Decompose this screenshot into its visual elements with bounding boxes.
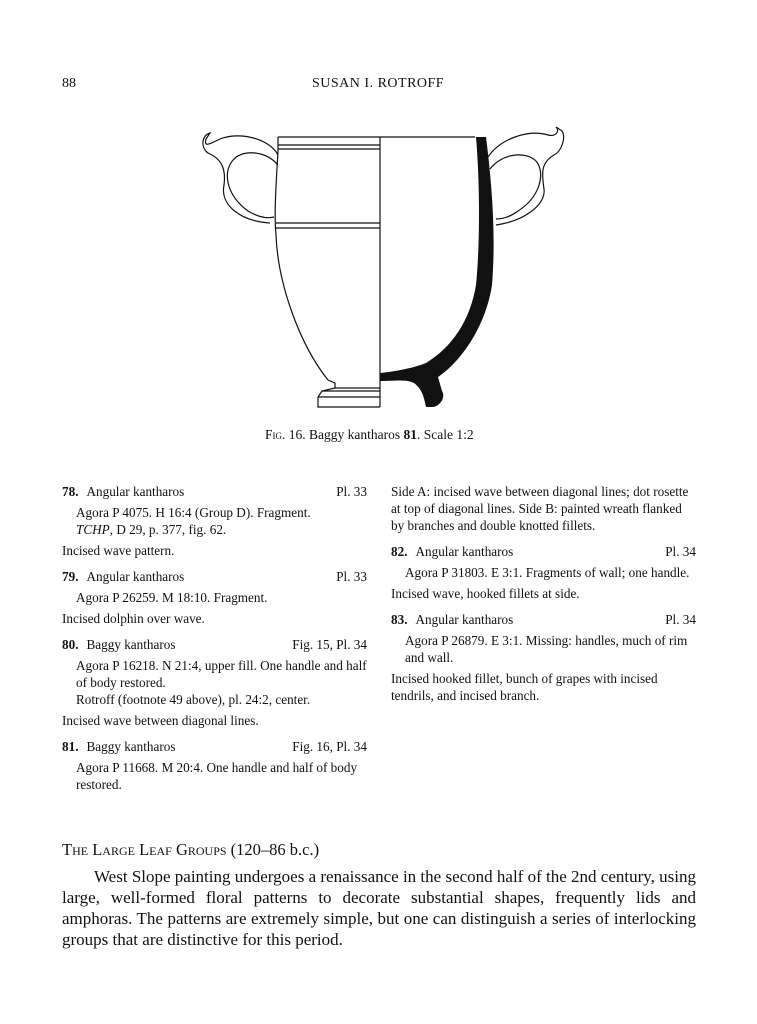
paragraph-text: West Slope painting undergoes a renaissance in the second half of the 2nd century, using large, well-formed floral patterns to decorate substantial shapes, frequently lids and amphoras. The patterns are extremely simple, but one can distinguish a series of interlocking groups that are distinctive for this period.: [62, 867, 696, 949]
running-author: SUSAN I. ROTROFF: [312, 76, 445, 91]
entry-description: Incised wave between diagonal lines.: [62, 713, 259, 728]
entry-detail: Agora P 26259. M 18:10. Fragment.: [76, 590, 268, 605]
catalog-entry-78: [62, 483, 367, 559]
entry-reference: Pl. 33: [336, 484, 367, 499]
entry-number: 83.: [391, 612, 408, 627]
section-dates: (120–86 b.c.): [230, 840, 320, 859]
kantharos-drawing: [200, 125, 570, 415]
entry-heading: [62, 483, 367, 500]
entry-heading: [391, 611, 696, 628]
kantharos-figure: [200, 125, 570, 415]
entry-reference: Pl. 34: [665, 544, 696, 559]
entry-title: Angular kantharos: [415, 612, 514, 627]
entry-heading: [62, 636, 367, 653]
entry-description: Incised wave, hooked fillets at side.: [391, 586, 580, 601]
entry-reference: Pl. 34: [665, 612, 696, 627]
entry-description: Incised wave pattern.: [62, 543, 175, 558]
section-heading: [62, 840, 319, 860]
entry-heading: [62, 568, 367, 585]
entry-detail: Agora P 26879. E 3:1. Missing: handles, much of rim and wall.: [405, 633, 688, 665]
catalog-left-column: [62, 483, 367, 793]
entry-detail: Agora P 31803. E 3:1. Fragments of wall; one handle.: [405, 565, 690, 580]
entry-reference: Pl. 33: [336, 569, 367, 584]
entry-reference: Fig. 15, Pl. 34: [292, 637, 367, 652]
entry-title: Baggy kantharos: [86, 739, 176, 754]
entry-detail: Agora P 4075. H 16:4 (Group D). Fragment.: [76, 505, 311, 520]
caption-suffix: . Scale 1:2: [417, 427, 474, 442]
caption-prefix: Fig. 16.: [265, 427, 306, 442]
entry-number: 78.: [62, 484, 79, 499]
caption-text: Baggy kantharos: [309, 427, 401, 442]
entry-reference: Fig. 16, Pl. 34: [292, 739, 367, 754]
catalog-entry-83: [391, 611, 696, 704]
entry-title: Angular kantharos: [86, 569, 185, 584]
entry-detail: TCHP, D 29, p. 377, fig. 62.: [76, 522, 227, 537]
entry-number: 80.: [62, 637, 79, 652]
catalog-right-column: [391, 483, 696, 704]
catalog-entry-80: [62, 636, 367, 729]
catalog-entry-79: [62, 568, 367, 627]
entry-detail: Agora P 11668. M 20:4. One handle and half of body restored.: [76, 760, 358, 792]
catalog-entry-81: [62, 738, 367, 793]
entry-title: Baggy kantharos: [86, 637, 176, 652]
page-number: 88: [62, 76, 76, 91]
entry-description: Incised hooked fillet, bunch of grapes with incised tendrils, and incised branch.: [391, 671, 658, 703]
entry-title: Angular kantharos: [86, 484, 185, 499]
entry-number: 81.: [62, 739, 79, 754]
entry-number: 82.: [391, 544, 408, 559]
entry-description: Incised dolphin over wave.: [62, 611, 205, 626]
entry-detail: Rotroff (footnote 49 above), pl. 24:2, center.: [76, 692, 311, 707]
section-title: The Large Leaf Groups: [62, 840, 227, 859]
entry-heading: [62, 738, 367, 755]
entry-heading: [391, 543, 696, 560]
body-paragraph: [62, 866, 696, 950]
caption-number: 81: [403, 427, 417, 442]
figure-caption: [265, 427, 474, 443]
entry-81-continuation: Side A: incised wave between diagonal lines; dot rosette at top of diagonal lines. Side B: painted wreath flanked by branches and double knotted fillets.: [391, 484, 689, 533]
entry-number: 79.: [62, 569, 79, 584]
entry-detail: Agora P 16218. N 21:4, upper fill. One handle and half of body restored.: [76, 658, 367, 690]
entry-title: Angular kantharos: [415, 544, 514, 559]
catalog-entry-82: [391, 543, 696, 602]
